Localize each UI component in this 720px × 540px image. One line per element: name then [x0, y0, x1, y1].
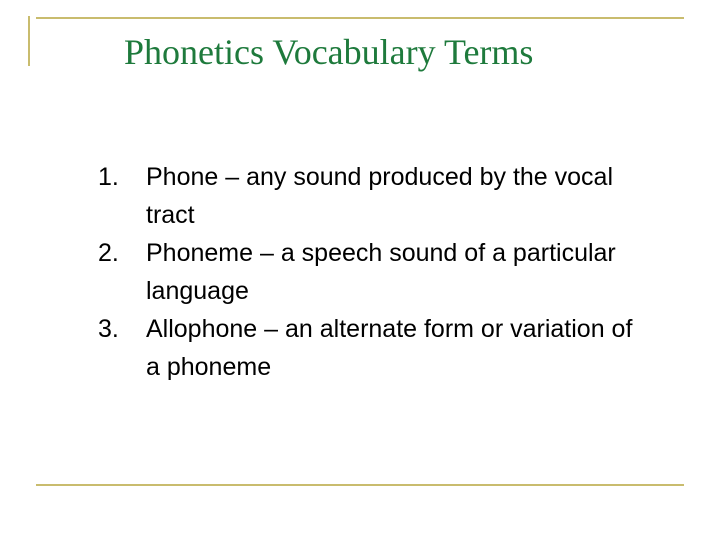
term-definition-allophone: Allophone – an alternate form or variation of a phoneme	[146, 315, 633, 381]
list-number: 3.	[98, 315, 119, 343]
side-rule	[28, 16, 30, 66]
bottom-rule	[36, 484, 684, 486]
list-number: 1.	[98, 163, 119, 191]
term-list	[98, 158, 638, 386]
term-definition-phoneme: Phoneme – a speech sound of a particular language	[146, 239, 616, 305]
top-rule	[36, 17, 684, 19]
slide-title: Phonetics Vocabulary Terms	[124, 32, 534, 72]
list-item	[98, 158, 638, 234]
term-definition-phone: Phone – any sound produced by the vocal tract	[146, 163, 614, 229]
list-number: 2.	[98, 239, 119, 267]
list-item	[98, 234, 638, 310]
list-item	[98, 310, 638, 386]
